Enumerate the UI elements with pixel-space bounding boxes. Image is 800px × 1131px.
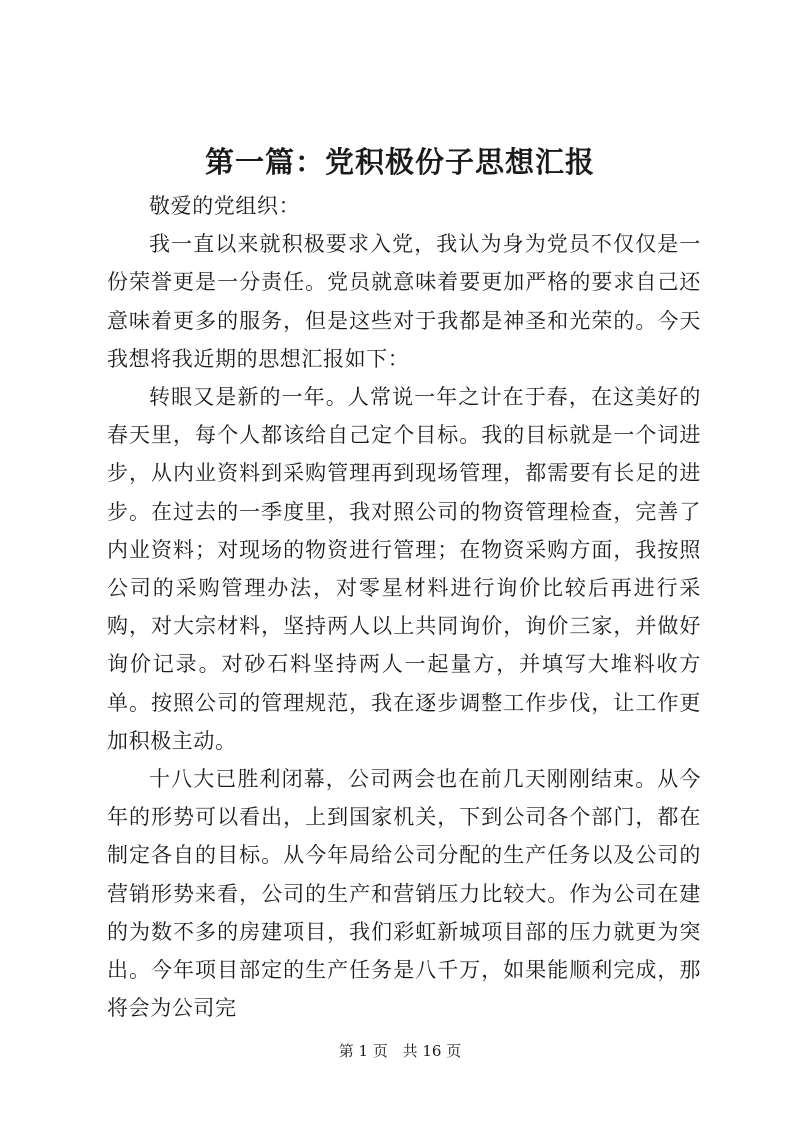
page-total: 共 16 页	[402, 1042, 462, 1060]
paragraph: 转眼又是新的一年。人常说一年之计在于春，在这美好的春天里，每个人都该给自己定个目标。我的目标就是一个词进步，从内业资料到采购管理再到现场管理，都需要有长足的进步。在过去的一季度里，我对照公司的物资管理检查，完善了内业资料；对现场的物资进行管理；在物资采购方面，我按照公司的采购管理办法，对零星材料进行询价比较后再进行采购，对大宗材料，坚持两人以上共同询价，询价三家，并做好询价记录。对砂石料坚持两人一起量方，并填写大堆料收方单。按照公司的管理规范，我在逐步调整工作步伐，让工作更加积极主动。	[107, 385, 701, 753]
paragraph: 我一直以来就积极要求入党，我认为身为党员不仅仅是一份荣誉更是一分责任。党员就意味着要更加严格的要求自己还意味着更多的服务，但是这些对于我都是神圣和光荣的。今天我想将我近期的思想汇报如下：	[107, 232, 701, 371]
page-footer	[0, 1040, 800, 1062]
paragraph: 十八大已胜利闭幕，公司两会也在前几天刚刚结束。从今年的形势可以看出，上到国家机关，下到公司各个部门，都在制定各自的目标。从今年局给公司分配的生产任务以及公司的营销形势来看，公司的生产和营销压力比较大。作为公司在建的为数不多的房建项目，我们彩虹新城项目部的压力就更为突出。今年项目部定的生产任务是八千万，如果能顺利完成，那将会为公司完	[107, 767, 701, 1021]
page-number: 第 1 页	[338, 1042, 388, 1060]
salutation: 敬爱的党组织：	[149, 194, 301, 218]
document-body	[107, 187, 701, 1027]
document-title: 第一篇：党积极份子思想汇报	[204, 145, 595, 179]
